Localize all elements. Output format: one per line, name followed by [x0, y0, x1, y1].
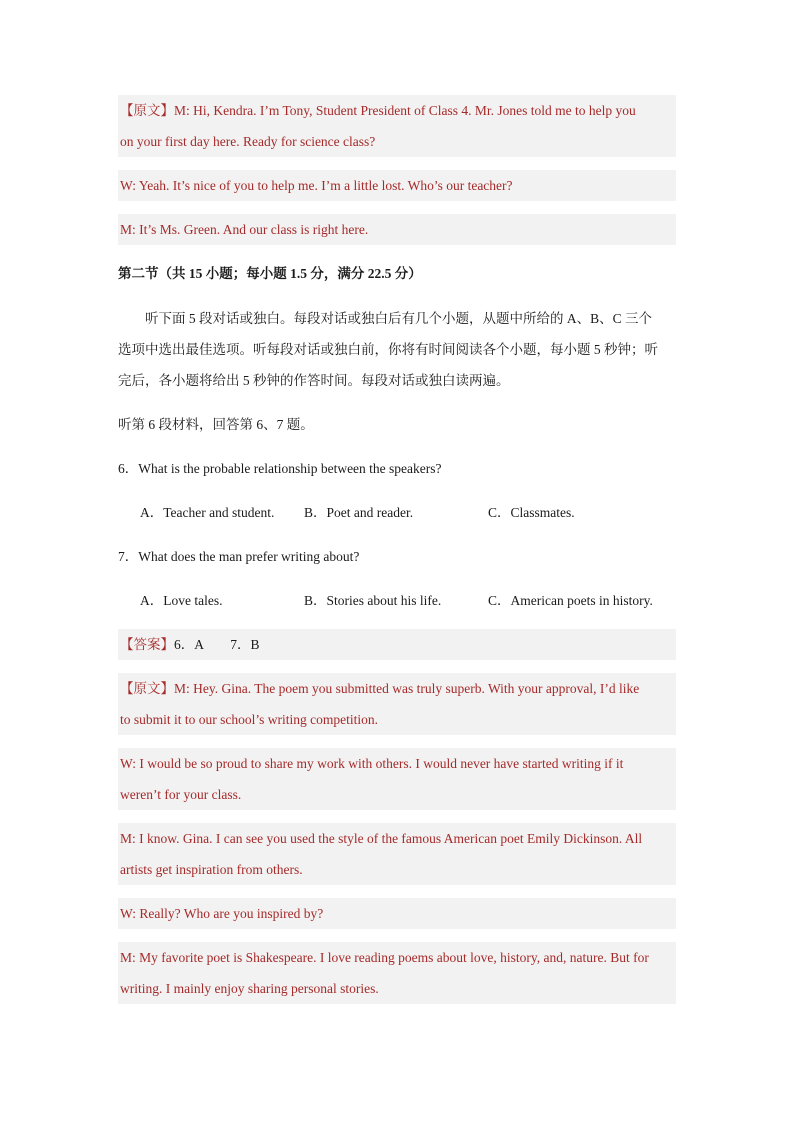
transcript-line: W: Yeah. It’s nice of you to help me. I’m a little lost. Who’s our teacher?: [120, 178, 513, 193]
transcript-line: W: I would be so proud to share my work with others. I would never have started writing if it: [120, 756, 624, 771]
transcript-line: to submit it to our school’s writing competition.: [120, 712, 378, 727]
instructions-line: 听下面 5 段对话或独白。每段对话或独白后有几个小题，从题中所给的 A、B、C 三个: [145, 311, 653, 326]
transcript-bracket: 【原文】: [120, 681, 174, 696]
transcript-line: [118, 95, 676, 126]
spacer: [118, 929, 676, 942]
question-6: 6．What is the probable relationship between the speakers?: [118, 461, 442, 476]
material-prompt: 听第 6 段材料，回答第 6、7 题。: [118, 417, 314, 432]
section-title: 第二节（共 15 小题；每小题 1.5 分，满分 22.5 分）: [118, 266, 422, 281]
instructions-line: 完后，各小题将给出 5 秒钟的作答时间。每段对话或独白读两遍。: [118, 373, 510, 388]
option-c: C．Classmates.: [488, 505, 575, 520]
transcript-line: W: Really? Who are you inspired by?: [120, 906, 324, 921]
transcript-line: artists get inspiration from others.: [120, 862, 303, 877]
section-instructions: [118, 303, 676, 396]
answer-block: [118, 629, 676, 660]
instructions-line: 选项中选出最佳选项。听每段对话或独白前，你将有时间阅读各个小题，每小题 5 秒钟；听: [118, 342, 658, 357]
option-b: B．Stories about his life.: [304, 593, 442, 608]
option-a: A．Love tales.: [140, 593, 223, 608]
spacer: [118, 885, 676, 898]
transcript-line: weren’t for your class.: [120, 787, 242, 802]
transcript-bottom: [118, 673, 676, 1004]
transcript-line: [118, 673, 676, 704]
question-7-options: [118, 585, 676, 616]
option-c: C．American poets in history.: [488, 593, 653, 608]
answer-bracket: 【答案】: [120, 637, 174, 652]
transcript-line: writing. I mainly enjoy sharing personal stories.: [120, 981, 379, 996]
transcript-line: M: I know. Gina. I can see you used the style of the famous American poet Emily Dickinson. All: [120, 831, 643, 846]
transcript-line: M: It’s Ms. Green. And our class is right here.: [120, 222, 369, 237]
answer-text: 6．A 7．B: [174, 637, 260, 652]
spacer: [118, 810, 676, 823]
transcript-text: M: Hi, Kendra. I’m Tony, Student President of Class 4. Mr. Jones told me to help you: [174, 103, 636, 118]
question-6-options: [118, 497, 676, 528]
transcript-top: [118, 95, 676, 245]
transcript-line: M: My favorite poet is Shakespeare. I love reading poems about love, history, and, nature. But for: [120, 950, 649, 965]
transcript-text: M: Hey. Gina. The poem you submitted was truly superb. With your approval, I’d like: [174, 681, 640, 696]
option-b: B．Poet and reader.: [304, 505, 414, 520]
option-a: A．Teacher and student.: [140, 505, 275, 520]
spacer: [118, 201, 676, 214]
question-7: 7．What does the man prefer writing about?: [118, 549, 360, 564]
transcript-line: on your first day here. Ready for science class?: [120, 134, 376, 149]
transcript-bracket: 【原文】: [120, 103, 174, 118]
spacer: [118, 735, 676, 748]
document-page: [118, 95, 676, 1004]
spacer: [118, 157, 676, 170]
